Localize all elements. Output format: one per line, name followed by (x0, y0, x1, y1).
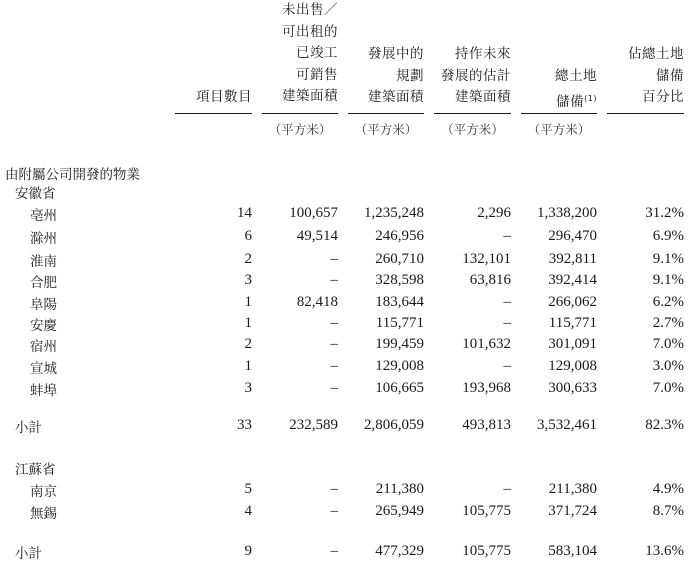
cell-pct: 9.1% (652, 272, 684, 288)
cell-developing: 328,598 (375, 272, 424, 288)
header-line: 未出售／ (282, 2, 338, 18)
cell-total: 583,104 (548, 543, 597, 559)
cell-developing: 477,329 (375, 543, 424, 559)
header-line: 建築面積 (368, 89, 424, 105)
header-rule (262, 113, 338, 114)
cell-total: 1,338,200 (537, 205, 597, 221)
table-row (0, 378, 693, 398)
table-row (0, 415, 693, 435)
cell-developing: 246,956 (375, 228, 424, 244)
cell-projects: 1 (244, 358, 252, 374)
row-label: 小計 (15, 546, 42, 562)
header-developing-area (348, 44, 424, 109)
header-rule (434, 113, 511, 114)
header-line: 百分比 (642, 89, 684, 105)
cell-developing: 260,710 (375, 251, 424, 267)
cell-projects: 6 (244, 228, 252, 244)
row-label: 無錫 (30, 506, 57, 522)
row-label: 滁州 (30, 231, 57, 247)
table-row (0, 249, 693, 269)
cell-future: 101,632 (462, 336, 511, 352)
unit-label: （平方米） (354, 122, 418, 137)
cell-total: 300,633 (548, 380, 597, 396)
cell-projects: 3 (244, 380, 252, 396)
cell-developing: 265,949 (375, 503, 424, 519)
cell-completed: – (330, 481, 338, 497)
cell-total: 392,811 (548, 251, 597, 267)
header-completed-area (262, 0, 338, 108)
header-line: 佔總土地 (628, 46, 684, 62)
cell-projects: 1 (244, 294, 252, 310)
cell-completed: – (330, 358, 338, 374)
header-rule (175, 113, 252, 114)
header-line (521, 88, 597, 114)
header-projects (175, 87, 252, 109)
cell-projects: 4 (244, 503, 252, 519)
cell-future: 2,296 (477, 205, 511, 221)
cell-completed: – (330, 543, 338, 559)
cell-pct: 3.0% (652, 358, 684, 374)
cell-future: – (503, 228, 511, 244)
cell-completed: – (330, 272, 338, 288)
header-line: 持作未來 (455, 46, 511, 62)
row-label: 阜陽 (30, 297, 57, 313)
cell-completed: 100,657 (289, 205, 338, 221)
cell-future: – (503, 294, 511, 310)
cell-pct: 4.9% (652, 481, 684, 497)
cell-pct: 13.6% (645, 543, 684, 559)
cell-developing: 115,771 (375, 315, 424, 331)
table-row (0, 270, 693, 290)
header-text: 儲備 (556, 93, 585, 110)
cell-completed: 49,514 (296, 228, 338, 244)
footnote-marker: (1) (584, 93, 597, 103)
row-label: 蚌埠 (30, 383, 57, 399)
header-line: 已竣工 (296, 45, 338, 61)
header-line: 規劃 (396, 67, 424, 84)
cell-projects: 2 (244, 336, 252, 352)
unit-label: （平方米） (441, 122, 504, 137)
table-row (0, 479, 693, 499)
cell-projects: 33 (237, 417, 252, 433)
cell-projects: 14 (237, 205, 252, 221)
cell-total: 211,380 (548, 481, 597, 497)
cell-pct: 7.0% (652, 380, 684, 396)
unit-label: （平方米） (527, 122, 591, 137)
cell-future: 193,968 (462, 380, 511, 396)
cell-pct: 8.7% (652, 503, 684, 519)
table-row (0, 226, 693, 246)
cell-completed: – (330, 380, 338, 396)
cell-pct: 2.7% (652, 315, 684, 331)
cell-developing: 2,806,059 (364, 417, 424, 433)
header-future-area (434, 44, 511, 109)
header-rule (348, 113, 424, 114)
cell-completed: – (330, 251, 338, 267)
table-row (0, 313, 693, 333)
cell-future: 105,775 (462, 543, 511, 559)
header-line: 可出租的 (282, 23, 338, 40)
cell-projects: 5 (244, 481, 252, 497)
cell-future: – (503, 315, 511, 331)
cell-total: 115,771 (548, 315, 597, 331)
header-line: 發展的估計 (441, 67, 511, 84)
cell-developing: 211,380 (375, 481, 424, 497)
cell-future: – (503, 481, 511, 497)
table-row (0, 292, 693, 312)
header-line: 可銷售 (296, 66, 338, 83)
cell-completed: – (330, 503, 338, 519)
header-line: 建築面積 (455, 89, 511, 105)
cell-future: 63,816 (469, 272, 511, 288)
cell-total: 3,532,461 (537, 417, 597, 433)
cell-pct: 9.1% (652, 251, 684, 267)
header-line: 建築面積 (282, 88, 338, 104)
cell-projects: 9 (244, 543, 252, 559)
province-label: 江蘇省 (15, 462, 56, 478)
cell-projects: 1 (244, 315, 252, 331)
cell-completed: – (330, 315, 338, 331)
cell-pct: 6.9% (652, 228, 684, 244)
table-row (0, 501, 693, 521)
province-label: 安徽省 (15, 186, 56, 202)
header-line: 發展中的 (368, 46, 424, 62)
cell-completed: 82,418 (296, 294, 338, 310)
row-label: 安慶 (30, 318, 57, 334)
cell-future: 132,101 (462, 251, 511, 267)
header-rule (521, 113, 597, 114)
row-label: 宣城 (30, 361, 57, 377)
cell-total: 392,414 (548, 272, 597, 288)
row-label: 合肥 (30, 275, 57, 291)
cell-completed: 232,589 (289, 417, 338, 433)
cell-pct: 82.3% (645, 417, 684, 433)
header-line: 總土地 (555, 68, 597, 84)
cell-developing: 129,008 (375, 358, 424, 374)
row-label: 南京 (30, 484, 57, 500)
cell-projects: 2 (244, 251, 252, 267)
header-total-reserve (521, 66, 597, 113)
cell-developing: 1,235,248 (364, 205, 424, 221)
unit-label: （平方米） (268, 122, 332, 137)
cell-future: – (503, 358, 511, 374)
row-label: 亳州 (30, 208, 57, 224)
row-label: 淮南 (30, 254, 57, 270)
cell-total: 371,724 (548, 503, 597, 519)
cell-future: 493,813 (462, 417, 511, 433)
cell-pct: 31.2% (645, 205, 684, 221)
cell-pct: 6.2% (652, 294, 684, 310)
table-row (0, 356, 693, 376)
cell-developing: 199,459 (375, 336, 424, 352)
table-row (0, 541, 693, 561)
row-label: 宿州 (30, 339, 57, 355)
cell-developing: 183,644 (375, 294, 424, 310)
cell-total: 129,008 (548, 358, 597, 374)
table-row (0, 203, 693, 223)
row-label: 小計 (15, 420, 42, 436)
cell-developing: 106,665 (375, 380, 424, 396)
cell-total: 301,091 (548, 336, 597, 352)
header-line: 儲備 (656, 67, 684, 84)
cell-completed: – (330, 336, 338, 352)
cell-total: 266,062 (548, 294, 597, 310)
cell-future: 105,775 (462, 503, 511, 519)
table-row (0, 334, 693, 354)
header-rule (607, 113, 684, 114)
header-percentage (607, 44, 684, 109)
section-title: 由附屬公司開發的物業 (5, 167, 140, 183)
cell-total: 296,470 (548, 228, 597, 244)
header-line: 項目數目 (196, 89, 252, 105)
cell-projects: 3 (244, 272, 252, 288)
cell-pct: 7.0% (652, 336, 684, 352)
